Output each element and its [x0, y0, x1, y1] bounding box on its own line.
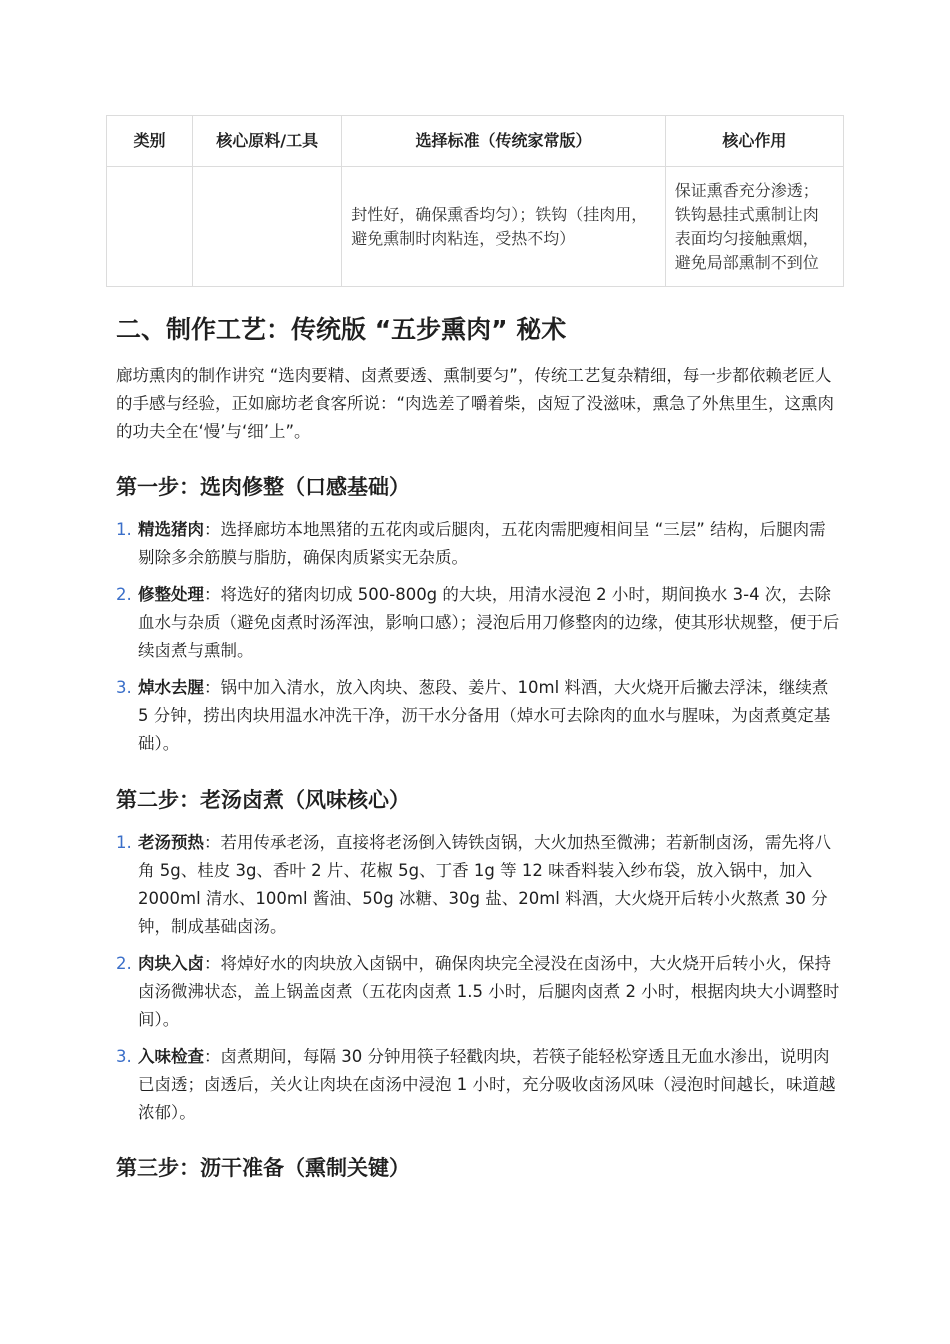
table-header-row [107, 116, 844, 167]
table-cell-category [107, 167, 193, 287]
list-item-text: ：将选好的猪肉切成 500-800g 的大块，用清水浸泡 2 小时，期间换水 3-4 次，去除血水与杂质（避免卤煮时汤浑浊，影响口感）；浸泡后用刀修整肉的边缘，使其形状规整，便于后续卤煮与熏制。 [138, 585, 840, 660]
list-item-label: 精选猪肉 [138, 520, 204, 539]
table-row [107, 167, 844, 287]
list-item [116, 581, 840, 665]
section-intro-paragraph: 廊坊熏肉的制作讲究 “选肉要精、卤煮要透、熏制要匀”，传统工艺复杂精细，每一步都依赖老匠人的手感与经验，正如廊坊老食客所说：“肉选差了嚼着柴，卤短了没滋味，熏急了外焦里生，这熏肉的功夫全在‘慢’与‘细’上”。 [116, 366, 835, 441]
table-header-category: 类别 [107, 116, 193, 167]
list-number: 2. [116, 954, 132, 973]
table-cell-standard: 封性好，确保熏香均匀）；铁钩（挂肉用，避免熏制时肉粘连，受热不均） [342, 167, 665, 287]
ingredients-table [106, 115, 844, 287]
list-number: 1. [116, 520, 132, 539]
list-item [116, 674, 840, 758]
list-item [116, 829, 840, 941]
list-item-text: ：锅中加入清水，放入肉块、葱段、姜片、10ml 料酒，大火烧开后撇去浮沫，继续煮 5 分钟，捞出肉块用温水冲洗干净，沥干水分备用（焯水可去除肉的血水与腥味，为卤煮奠定基础）。 [138, 678, 831, 753]
list-item-text: ：若用传承老汤，直接将老汤倒入铸铁卤锅，大火加热至微沸；若新制卤汤，需先将八角 5g、桂皮 3g、香叶 2 片、花椒 5g、丁香 1g 等 12 味香料装入纱布袋，放入锅中，加入 2000ml 清水、100ml 酱油、50g 冰糖、30g 盐、20ml 料酒，大火烧开后转小火熬煮 30 分钟，制成基础卤汤。 [138, 833, 831, 936]
list-number: 2. [116, 585, 132, 604]
list-item-label: 肉块入卤 [138, 954, 204, 973]
list-item-label: 入味检查 [138, 1047, 204, 1066]
list-item [116, 1043, 840, 1127]
list-item-text: ：选择廊坊本地黑猪的五花肉或后腿肉，五花肉需肥瘦相间呈 “三层” 结构，后腿肉需剔除多余筋膜与脂肪，确保肉质紧实无杂质。 [138, 520, 826, 567]
step2-list [116, 829, 840, 1136]
list-item-label: 修整处理 [138, 585, 204, 604]
list-item-label: 老汤预热 [138, 833, 204, 852]
table-header-standard: 选择标准（传统家常版） [342, 116, 665, 167]
list-item-label: 焯水去腥 [138, 678, 204, 697]
list-number: 1. [116, 833, 132, 852]
section-heading-process: 二、制作工艺：传统版 “五步熏肉” 秘术 [116, 315, 567, 344]
list-item-text: ：将焯好水的肉块放入卤锅中，确保肉块完全浸没在卤汤中，大火烧开后转小火，保持卤汤微沸状态，盖上锅盖卤煮（五花肉卤煮 1.5 小时，后腿肉卤煮 2 小时，根据肉块大小调整时间）。 [138, 954, 840, 1029]
list-number: 3. [116, 1047, 132, 1066]
step3-heading: 第三步：沥干准备（熏制关键） [116, 1156, 410, 1180]
table-cell-effect: 保证熏香充分渗透；铁钩悬挂式熏制让肉表面均匀接触熏烟，避免局部熏制不到位 [665, 167, 843, 287]
list-item [116, 516, 840, 572]
table-header-effect: 核心作用 [665, 116, 843, 167]
table-cell-material [193, 167, 342, 287]
step1-heading: 第一步：选肉修整（口感基础） [116, 475, 410, 499]
step2-heading: 第二步：老汤卤煮（风味核心） [116, 788, 410, 812]
list-item [116, 950, 840, 1034]
list-number: 3. [116, 678, 132, 697]
list-item-text: ：卤煮期间，每隔 30 分钟用筷子轻戳肉块，若筷子能轻松穿透且无血水渗出，说明肉已卤透；卤透后，关火让肉块在卤汤中浸泡 1 小时，充分吸收卤汤风味（浸泡时间越长，味道越浓郁）。 [138, 1047, 836, 1122]
table-header-material: 核心原料/工具 [193, 116, 342, 167]
step1-list [116, 516, 840, 767]
